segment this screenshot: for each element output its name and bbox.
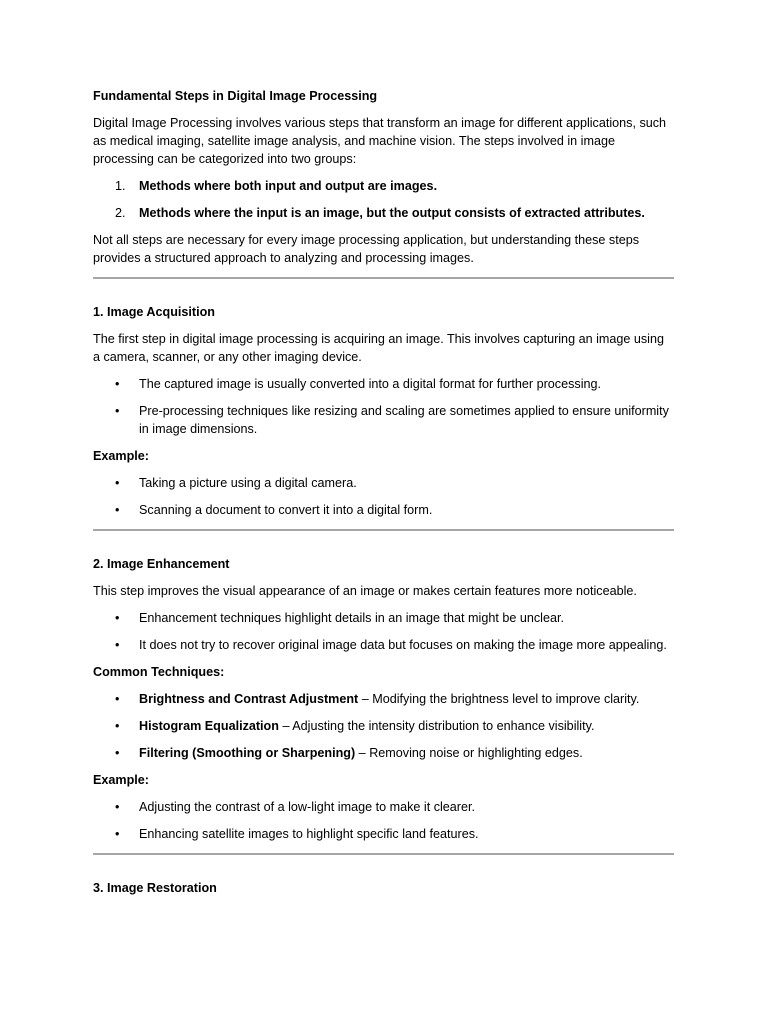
list-text: Methods where both input and output are images. <box>139 179 438 193</box>
list-item <box>93 204 674 222</box>
list-text: The captured image is usually converted into a digital format for further processing. <box>139 377 602 391</box>
bullet-icon: • <box>115 377 120 391</box>
section-heading-restoration: 3. Image Restoration <box>93 881 217 895</box>
bullet-icon: • <box>115 827 120 841</box>
list-text: Enhancement techniques highlight details in an image that might be unclear. <box>139 611 564 625</box>
list-item <box>93 375 674 393</box>
list-item <box>93 402 674 438</box>
acquisition-examples <box>93 474 674 519</box>
list-item <box>93 609 674 627</box>
list-text: Methods where the input is an image, but the output consists of extracted attributes. <box>139 206 645 220</box>
list-number: 2. <box>115 206 126 220</box>
bullet-icon: • <box>115 503 120 517</box>
list-item <box>93 690 674 708</box>
bullet-icon: • <box>115 611 120 625</box>
section-heading-enhancement: 2. Image Enhancement <box>93 557 230 571</box>
list-item <box>93 744 674 762</box>
document-title: Fundamental Steps in Digital Image Processing <box>93 89 378 103</box>
enhancement-points <box>93 609 674 654</box>
list-item <box>93 798 674 816</box>
bullet-icon: • <box>115 719 120 733</box>
list-text: Scanning a document to convert it into a digital form. <box>139 503 433 517</box>
list-text: Adjusting the contrast of a low-light image to make it clearer. <box>139 800 475 814</box>
technique-term: Brightness and Contrast Adjustment <box>139 692 359 706</box>
bullet-icon: • <box>115 692 120 706</box>
list-text: Enhancing satellite images to highlight specific land features. <box>139 827 479 841</box>
techniques-list <box>93 690 674 762</box>
acquisition-points <box>93 375 674 438</box>
list-item <box>93 636 674 654</box>
list-text: It does not try to recover original image data but focuses on making the image more appealing. <box>139 638 667 652</box>
technique-term: Histogram Equalization <box>139 719 279 733</box>
intro-paragraph: Digital Image Processing involves various steps that transform an image for different applications, such as medical imaging, satellite image analysis, and machine vision. The steps involved in image processing can be categorized into two groups: <box>93 116 667 166</box>
list-item <box>93 501 674 519</box>
example-label: Example: <box>93 773 149 787</box>
bullet-icon: • <box>115 638 120 652</box>
section-divider <box>93 853 674 855</box>
example-label: Example: <box>93 449 149 463</box>
technique-term: Filtering (Smoothing or Sharpening) <box>139 746 356 760</box>
list-item <box>93 717 674 735</box>
list-item <box>93 177 674 195</box>
bullet-icon: • <box>115 476 120 490</box>
list-number: 1. <box>115 179 126 193</box>
section-heading-acquisition: 1. Image Acquisition <box>93 305 215 319</box>
section-divider <box>93 529 674 531</box>
bullet-icon: • <box>115 746 120 760</box>
acquisition-intro: The first step in digital image processing is acquiring an image. This involves capturing an image using a camera, scanner, or any other imaging device. <box>93 332 664 364</box>
list-text: Pre-processing techniques like resizing and scaling are sometimes applied to ensure uniformity in image dimensions. <box>139 404 669 436</box>
list-item <box>93 474 674 492</box>
bullet-icon: • <box>115 800 120 814</box>
enhancement-intro: This step improves the visual appearance of an image or makes certain features more noticeable. <box>93 584 637 598</box>
closing-paragraph: Not all steps are necessary for every image processing application, but understanding these steps provides a structured approach to analyzing and processing images. <box>93 233 640 265</box>
groups-list <box>93 177 674 222</box>
list-text: Taking a picture using a digital camera. <box>139 476 357 490</box>
section-divider <box>93 277 674 279</box>
technique-description: – Modifying the brightness level to improve clarity. <box>358 692 640 706</box>
technique-description: – Adjusting the intensity distribution to enhance visibility. <box>278 719 595 733</box>
technique-description: – Removing noise or highlighting edges. <box>355 746 583 760</box>
list-item <box>93 825 674 843</box>
bullet-icon: • <box>115 404 120 418</box>
techniques-label: Common Techniques: <box>93 665 225 679</box>
enhancement-examples <box>93 798 674 843</box>
